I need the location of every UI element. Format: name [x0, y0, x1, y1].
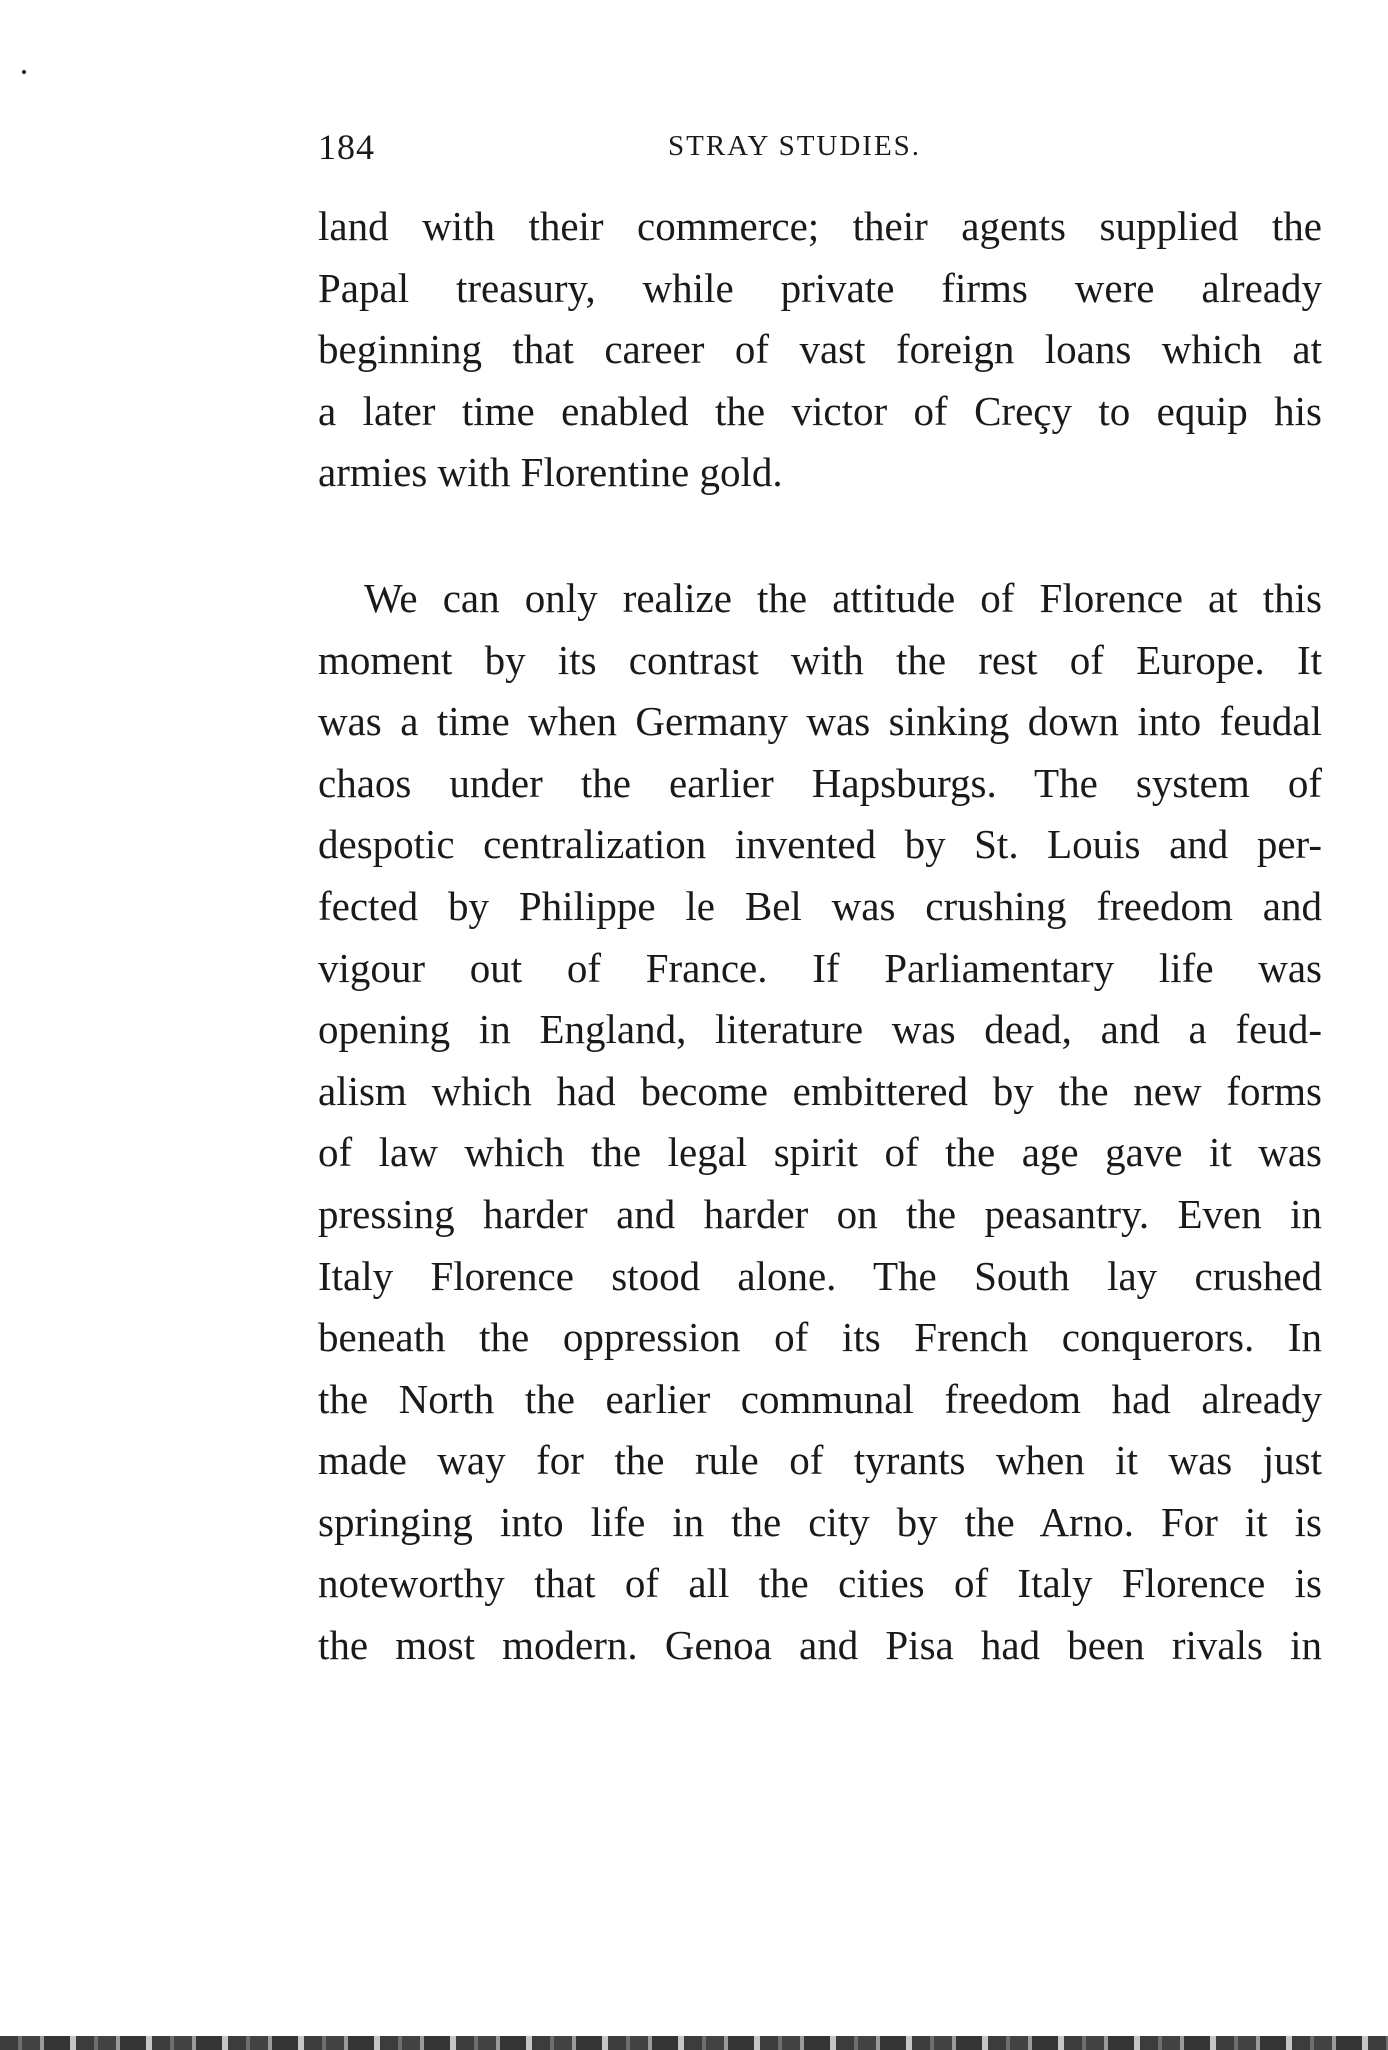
text-line: alism which had become embittered by the new forms	[318, 1067, 1322, 1114]
text-line: chaos under the earlier Hapsburgs. The system of	[318, 759, 1322, 806]
text-line: Italy Florence stood alone. The South lay crushed	[318, 1252, 1322, 1299]
text-line: fected by Philippe le Bel was crushing freedom and	[318, 882, 1322, 929]
scan-bottom-edge	[0, 2036, 1388, 2050]
text-line: despotic centralization invented by St. Louis and per-	[318, 821, 1322, 868]
text-line: pressing harder and harder on the peasantry. Even in	[318, 1190, 1322, 1237]
text-line: beneath the oppression of its French conquerors. In	[318, 1314, 1322, 1361]
text-line: springing into life in the city by the Arno. For it is	[318, 1498, 1322, 1545]
body-text	[318, 196, 1322, 1677]
text-line: was a time when Germany was sinking down into feudal	[318, 698, 1322, 745]
text-line: of law which the legal spirit of the age gave it was	[318, 1129, 1322, 1176]
text-line: the North the earlier communal freedom had already	[318, 1375, 1322, 1422]
text-line: made way for the rule of tyrants when it was just	[318, 1437, 1322, 1484]
text-line: noteworthy that of all the cities of Italy Florence is	[318, 1560, 1322, 1607]
text-line: land with their commerce; their agents supplied the	[318, 203, 1322, 249]
scan-speck	[22, 70, 26, 74]
paragraph-gap	[318, 504, 1322, 568]
text-line: a later time enabled the victor of Creçy to equip his	[318, 387, 1322, 434]
running-head: STRAY STUDIES.	[668, 130, 922, 162]
text-line: vigour out of France. If Parliamentary life was	[318, 944, 1322, 991]
text-line: armies with Florentine gold.	[318, 449, 783, 496]
text-line: moment by its contrast with the rest of Europe. It	[318, 636, 1322, 683]
page-number: 184	[318, 127, 375, 167]
text-line: opening in England, literature was dead, and a feud-	[318, 1006, 1322, 1053]
paragraph-1	[318, 196, 1322, 504]
paragraph-2	[318, 568, 1322, 1677]
text-line: We can only realize the attitude of Florence at this	[364, 574, 1322, 621]
page-header	[318, 126, 1322, 172]
text-line: Papal treasury, while private firms were already	[318, 264, 1322, 311]
text-line: the most modern. Genoa and Pisa had been rivals in	[318, 1622, 1322, 1669]
text-line: beginning that career of vast foreign loans which at	[318, 326, 1322, 373]
